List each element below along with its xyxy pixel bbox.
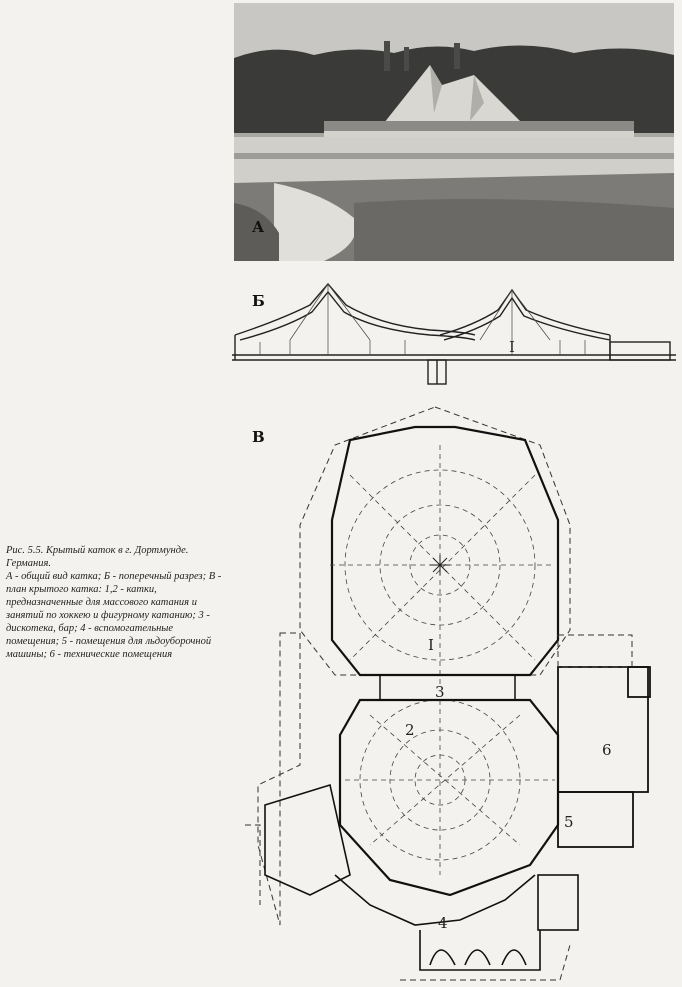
plan-label-disco: 3 [435, 683, 445, 701]
plan-label-auxiliary: 4 [438, 914, 448, 932]
section-label: Б [252, 292, 265, 310]
caption-title: Рис. 5.5. Крытый каток в г. Дортмунде. Германия. [6, 545, 189, 569]
floor-plan-drawing [240, 405, 682, 985]
caption-body: А - общий вид катка; Б - поперечный разрез; В - план крытого катка: 1,2 - катки, предназначенные для массового катания и занятий по хоккею и фигурному катанию; 3 - дискотека, бар; 4 - вспомогательные помещения; 5 - помещения для льдоуборочной машины; 6 - технические помещения [6, 571, 222, 660]
photo-label: А [252, 218, 265, 236]
plan-label-technical: 6 [602, 741, 612, 759]
section-rink-label: I [509, 338, 515, 356]
figure-caption [6, 544, 228, 661]
photo-general-view [234, 3, 674, 261]
plan-label: В [252, 428, 265, 446]
plan-label-rink-main: I [428, 636, 434, 654]
plan-label-ice-machine: 5 [564, 813, 574, 831]
cross-section-drawing [230, 280, 680, 390]
plan-label-rink-second: 2 [405, 721, 415, 739]
